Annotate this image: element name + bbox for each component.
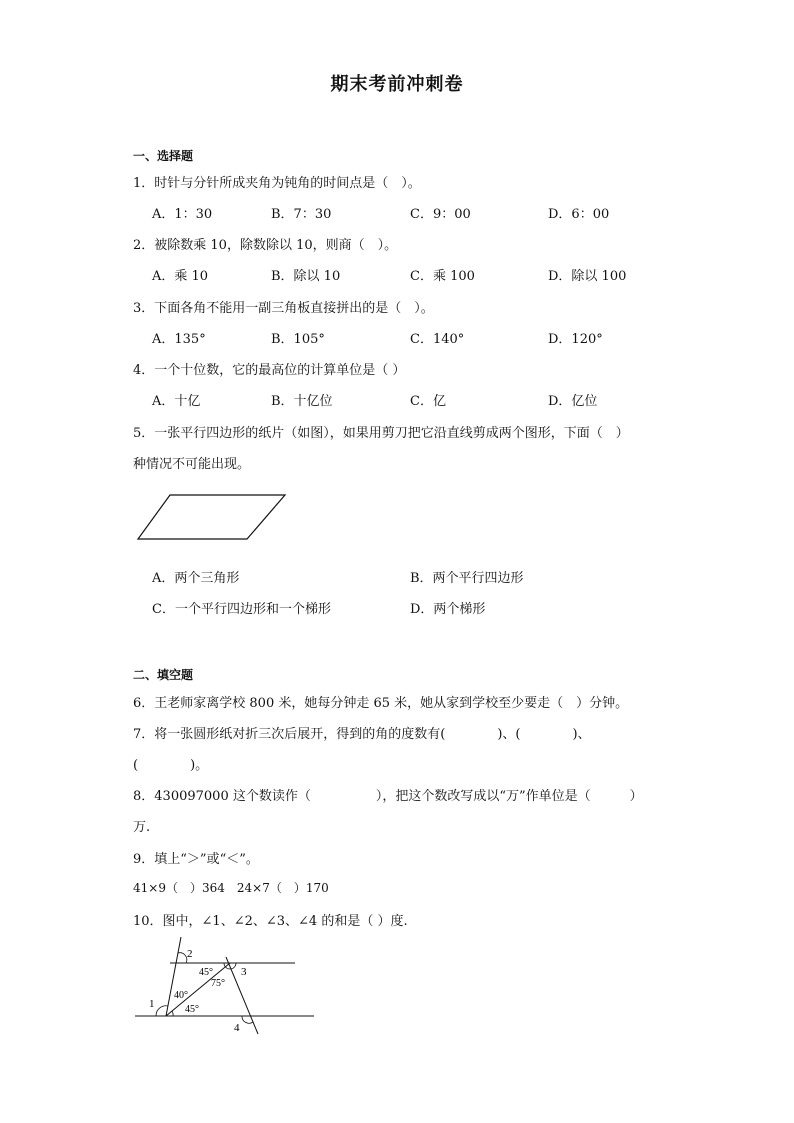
question-7-line-2: ( )。 bbox=[133, 758, 209, 773]
q4-option-a[interactable]: A．十亿 bbox=[152, 394, 201, 409]
question-6: 6．王老师家离学校 800 米，她每分钟走 65 米，她从家到学校至少要走（ ）分钟。 bbox=[133, 696, 629, 711]
angle-label-40: 40° bbox=[174, 990, 188, 1001]
angle-label-4: 4 bbox=[234, 1022, 240, 1034]
parallelogram-shape bbox=[138, 495, 285, 539]
angle-label-45-top: 45° bbox=[199, 967, 213, 978]
parallelogram-figure bbox=[130, 488, 295, 546]
angle-arc-2 bbox=[178, 953, 187, 963]
angle-label-45-bottom: 45° bbox=[185, 1004, 199, 1015]
q4-option-c[interactable]: C．亿 bbox=[410, 394, 446, 409]
question-3: 3．下面各角不能用一副三角板直接拼出的是（ ）。 bbox=[133, 301, 434, 316]
angle-label-2: 2 bbox=[187, 948, 193, 960]
question-5-line-2: 种情况不可能出现。 bbox=[133, 457, 251, 472]
q4-option-d[interactable]: D．亿位 bbox=[548, 394, 598, 409]
question-9-expression: 41×9（ ）364 24×7（ ）170 bbox=[133, 881, 329, 895]
section-heading-choice: 一、选择题 bbox=[133, 149, 194, 163]
question-8-line-1: 8．430097000 这个数读作（ ），把这个数改写成以“万”作单位是（ ） bbox=[133, 789, 643, 804]
q5-option-a[interactable]: A．两个三角形 bbox=[152, 571, 240, 586]
q5-option-d[interactable]: D．两个梯形 bbox=[410, 602, 486, 617]
question-7-line-1: 7．将一张圆形纸对折三次后展开，得到的角的度数有( )、( )、 bbox=[133, 727, 591, 742]
q2-option-a[interactable]: A．乘 10 bbox=[152, 269, 209, 284]
angle-arc-inner bbox=[172, 1011, 173, 1016]
q5-option-c[interactable]: C．一个平行四边形和一个梯形 bbox=[152, 602, 331, 617]
question-2: 2．被除数乘 10，除数除以 10，则商（ ）。 bbox=[133, 238, 398, 253]
q3-option-a[interactable]: A．135° bbox=[152, 332, 206, 347]
section-heading-fill: 二、填空题 bbox=[133, 668, 194, 682]
question-9: 9．填上“＞”或“＜”。 bbox=[133, 852, 259, 867]
page-title: 期末考前冲刺卷 bbox=[330, 74, 464, 95]
q4-option-b[interactable]: B．十亿位 bbox=[271, 394, 333, 409]
q3-option-d[interactable]: D．120° bbox=[548, 332, 603, 347]
angle-label-3: 3 bbox=[241, 966, 247, 978]
q2-option-d[interactable]: D．除以 100 bbox=[548, 269, 627, 284]
angle-label-75: 75° bbox=[211, 978, 225, 989]
q2-option-b[interactable]: B．除以 10 bbox=[271, 269, 341, 284]
q5-option-b[interactable]: B．两个平行四边形 bbox=[410, 571, 524, 586]
question-5-line-1: 5．一张平行四边形的纸片（如图），如果用剪刀把它沿直线剪成两个图形，下面（ ） bbox=[133, 426, 629, 441]
q1-option-c[interactable]: C．9：00 bbox=[410, 207, 471, 222]
q2-option-c[interactable]: C．乘 100 bbox=[410, 269, 475, 284]
q1-option-a[interactable]: A．1：30 bbox=[152, 207, 213, 222]
q3-option-c[interactable]: C．140° bbox=[410, 332, 465, 347]
angle-figure bbox=[130, 935, 320, 1038]
angle-label-1: 1 bbox=[149, 998, 155, 1010]
question-10: 10．图中，∠1、∠2、∠3、∠4 的和是（ ）度. bbox=[133, 914, 408, 929]
q1-option-b[interactable]: B．7：30 bbox=[271, 207, 332, 222]
question-1: 1．时针与分针所成夹角为钝角的时间点是（ ）。 bbox=[133, 176, 421, 191]
q1-option-d[interactable]: D．6：00 bbox=[548, 207, 610, 222]
question-4: 4．一个十位数，它的最高位的计算单位是（ ） bbox=[133, 363, 406, 378]
q3-option-b[interactable]: B．105° bbox=[271, 332, 325, 347]
question-8-line-2: 万. bbox=[133, 820, 151, 835]
transversal-left bbox=[166, 937, 181, 1016]
